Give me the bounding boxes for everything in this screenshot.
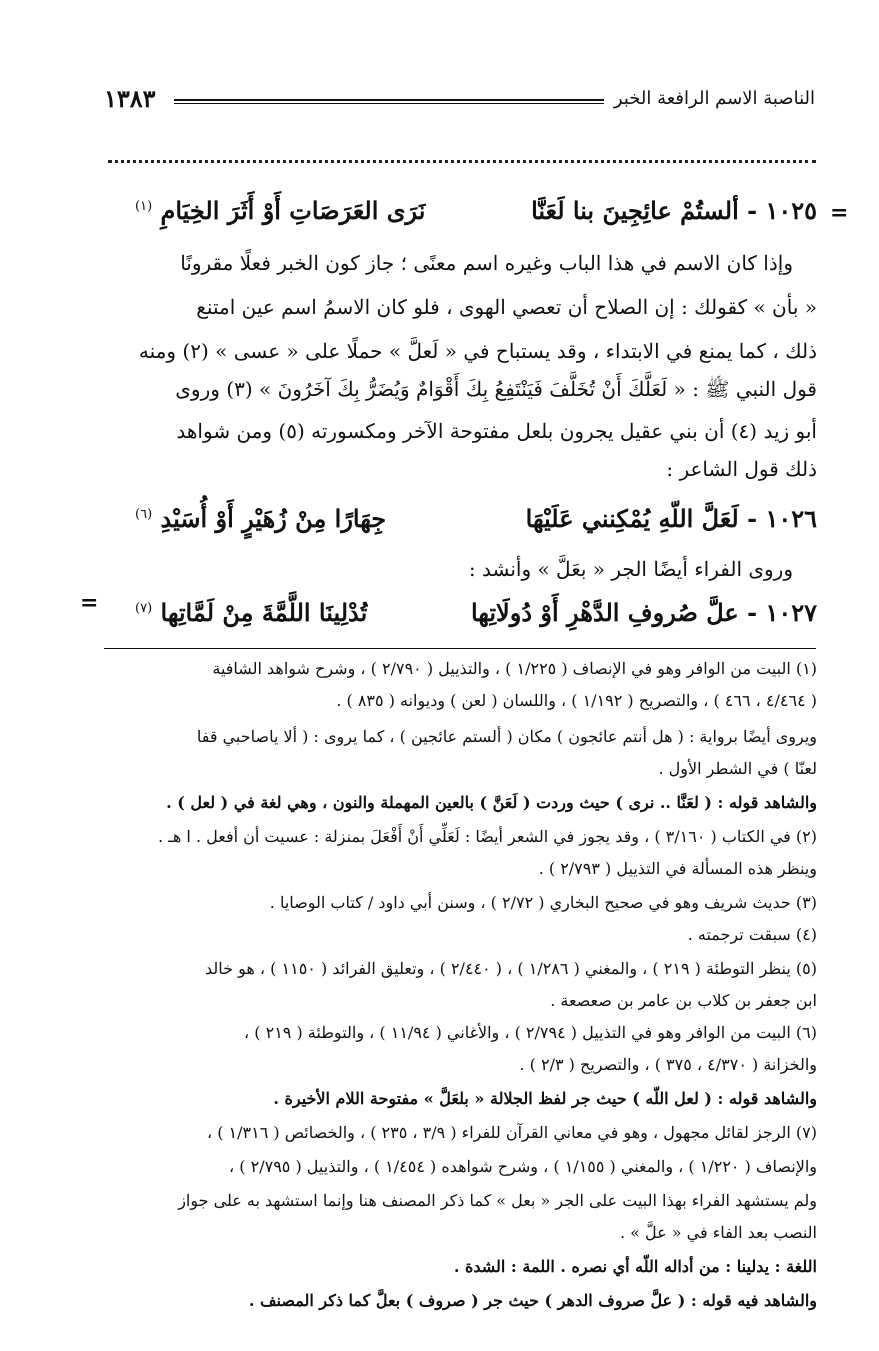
verse-1027 <box>471 598 817 627</box>
verse-1026-second <box>135 504 386 533</box>
header-rule <box>174 99 604 104</box>
verse-second-hemistich: نَرَى العَرَصَاتِ أَوْ أَثَرَ الخِيَامِ <box>160 196 426 225</box>
footnote-line: والشاهد قوله : ( لعل اللّه ) حيث جر لفظ الجلالة « بلعَلَّ » مفتوحة اللام الأخيرة . <box>273 1089 817 1108</box>
verse-number: ١٠٢٥ - <box>747 196 817 225</box>
verse-first-hemistich: علَّ صُروفِ الدَّهْرِ أَوْ دُولَاتِها <box>470 598 739 627</box>
footnote-line: ( ٤/٤٦٤ ، ٤٦٦ ) ، والتصريح ( ١/١٩٢ ) ، واللسان ( لعن ) وديوانه ( ٨٣٥ ) . <box>336 691 817 710</box>
verse-first-hemistich: ألستُمْ عائِجِينَ بنا لَعَنَّا <box>531 196 739 225</box>
body-line: ذلك قول الشاعر : <box>666 457 817 481</box>
body-line: وإذا كان الاسم في هذا الباب وغيره اسم معنًى ؛ جاز كون الخبر فعلًا مقرونًا <box>180 251 793 275</box>
footnote-line: والإنصاف ( ١/٢٢٠ ) ، والمغني ( ١/١٥٥ ) ، وشرح شواهده ( ١/٤٥٤ ) ، والتذييل ( ٢/٧٩٥ ) ، <box>229 1157 817 1176</box>
dotted-separator <box>108 160 816 167</box>
footnote-line: (٣) حديث شريف وهو في صحيح البخاري ( ٢/٧٢ ) ، وسنن أبي داود / كتاب الوصايا . <box>269 893 817 912</box>
footnote-ref: (١) <box>135 199 153 214</box>
body-line: قول النبي ﷺ : « لَعَلَّكَ أَنْ تُخَلَّفَ فَيَنْتَفِعُ بِكَ أَقْوَامٌ وَيُضَرُّ بِكَ آخَرُونَ » (٣) وروى <box>175 377 817 401</box>
running-header-title: الناصبة الاسم الرافعة الخبر <box>613 88 815 109</box>
footnote-line: (٢) في الكتاب ( ٣/١٦٠ ) ، وقد يجوز في الشعر أيضًا : لَعَلِّي أَنْ أَفْعَلَ بمنزلة : عسيت أن أفعل . ا هـ . <box>158 827 817 846</box>
body-line: أبو زيد (٤) أن بني عقيل يجرون بلعل مفتوحة الآخر ومكسورته (٥) ومن شواهد <box>176 419 817 443</box>
footnote-line: وينظر هذه المسألة في التذييل ( ٢/٧٩٣ ) . <box>538 859 817 878</box>
verse-1025 <box>531 196 817 225</box>
footnote-ref: (٧) <box>135 601 153 616</box>
footnote-line: النصب بعد الفاء في « علَّ » . <box>619 1223 817 1242</box>
body-line: وروى الفراء أيضًا الجر « بعَلَّ » وأنشد : <box>468 557 793 581</box>
footnote-line: والخزانة ( ٤/٣٧٠ ، ٣٧٥ ) ، والتصريح ( ٢/٣ ) . <box>519 1055 817 1074</box>
footnote-line: (٥) ينظر التوطئة ( ٢١٩ ) ، والمغني ( ١/٢٨٦ ) ، ( ٢/٤٤٠ ) ، وتعليق الفرائد ( ١١٥٠ ) ، هو خالد <box>205 959 817 978</box>
footnote-line: والشاهد قوله : ( لعَنَّا .. نرى ) حيث وردت ( لَعَنَّ ) بالعين المهملة والنون ، وهي لغة في ( لعل ) . <box>166 793 817 812</box>
page-number: ١٣٨٣ <box>104 84 156 113</box>
verse-second-hemistich: تُدْلِينَا اللَّمَّةَ مِنْ لَمَّاتِها <box>160 598 368 627</box>
footnote-line: (١) البيت من الوافر وهو في الإنصاف ( ١/٢٢٥ ) ، والتذييل ( ٢/٧٩٠ ) ، وشرح شواهد الشافية <box>212 659 817 678</box>
verse-1025-second <box>135 196 425 225</box>
verse-number: ١٠٢٧ - <box>747 598 817 627</box>
margin-continuation-mark: = <box>830 200 849 226</box>
footnote-line: ويروى أيضًا برواية : ( هل أنتم عائجون ) مكان ( ألستم عائجين ) ، كما يروى : ( ألا ياصاحبي قفا <box>196 727 817 746</box>
footnote-line: لعنّا ) في الشطر الأول . <box>658 759 817 778</box>
footnote-line: والشاهد فيه قوله : ( علَّ صروف الدهر ) حيث جر ( صروف ) بعلَّ كما ذكر المصنف . <box>248 1291 817 1310</box>
footnote-line: (٦) البيت من الوافر وهو في التذييل ( ٢/٧٩٤ ) ، والأغاني ( ١١/٩٤ ) ، والتوطئة ( ٢١٩ ) ، <box>244 1023 817 1042</box>
verse-number: ١٠٢٦ - <box>747 504 817 533</box>
verse-second-hemistich: جِهَارًا مِنْ زُهَيْرٍ أَوْ أُسَيْدِ <box>160 504 387 533</box>
footnote-ref: (٦) <box>135 507 153 522</box>
footnote-line: اللغة : يدلينا : من أداله اللّه أي نصره . اللمة : الشدة . <box>453 1257 817 1276</box>
body-line: « بأن » كقولك : إن الصلاح أن تعصي الهوى ، فلو كان الاسمُ اسم عين امتنع <box>196 295 817 319</box>
footnote-line: (٧) الرجز لقائل مجهول ، وهو في معاني القرآن للفراء ( ٣/٩ ، ٢٣٥ ) ، والخصائص ( ١/٣١٦ ) ، <box>206 1123 817 1142</box>
verse-1026 <box>526 504 817 533</box>
margin-continuation-mark: = <box>80 590 99 616</box>
footnote-line: ابن جعفر بن كلاب بن عامر بن صعصعة . <box>550 991 817 1010</box>
footnote-line: ولم يستشهد الفراء بهذا البيت على الجر « بعل » كما ذكر المصنف هنا وإنما استشهد به على جواز <box>178 1191 817 1210</box>
footnote-rule <box>104 648 816 649</box>
verse-first-hemistich: لَعَلَّ اللّهِ يُمْكِنني عَلَيْهَا <box>525 504 739 533</box>
verse-1027-second <box>135 598 367 627</box>
footnote-line: (٤) سبقت ترجمته . <box>687 925 817 944</box>
body-line: ذلك ، كما يمنع في الابتداء ، وقد يستباح في « لَعلَّ » حملًا على « عسى » (٢) ومنه <box>138 339 817 363</box>
